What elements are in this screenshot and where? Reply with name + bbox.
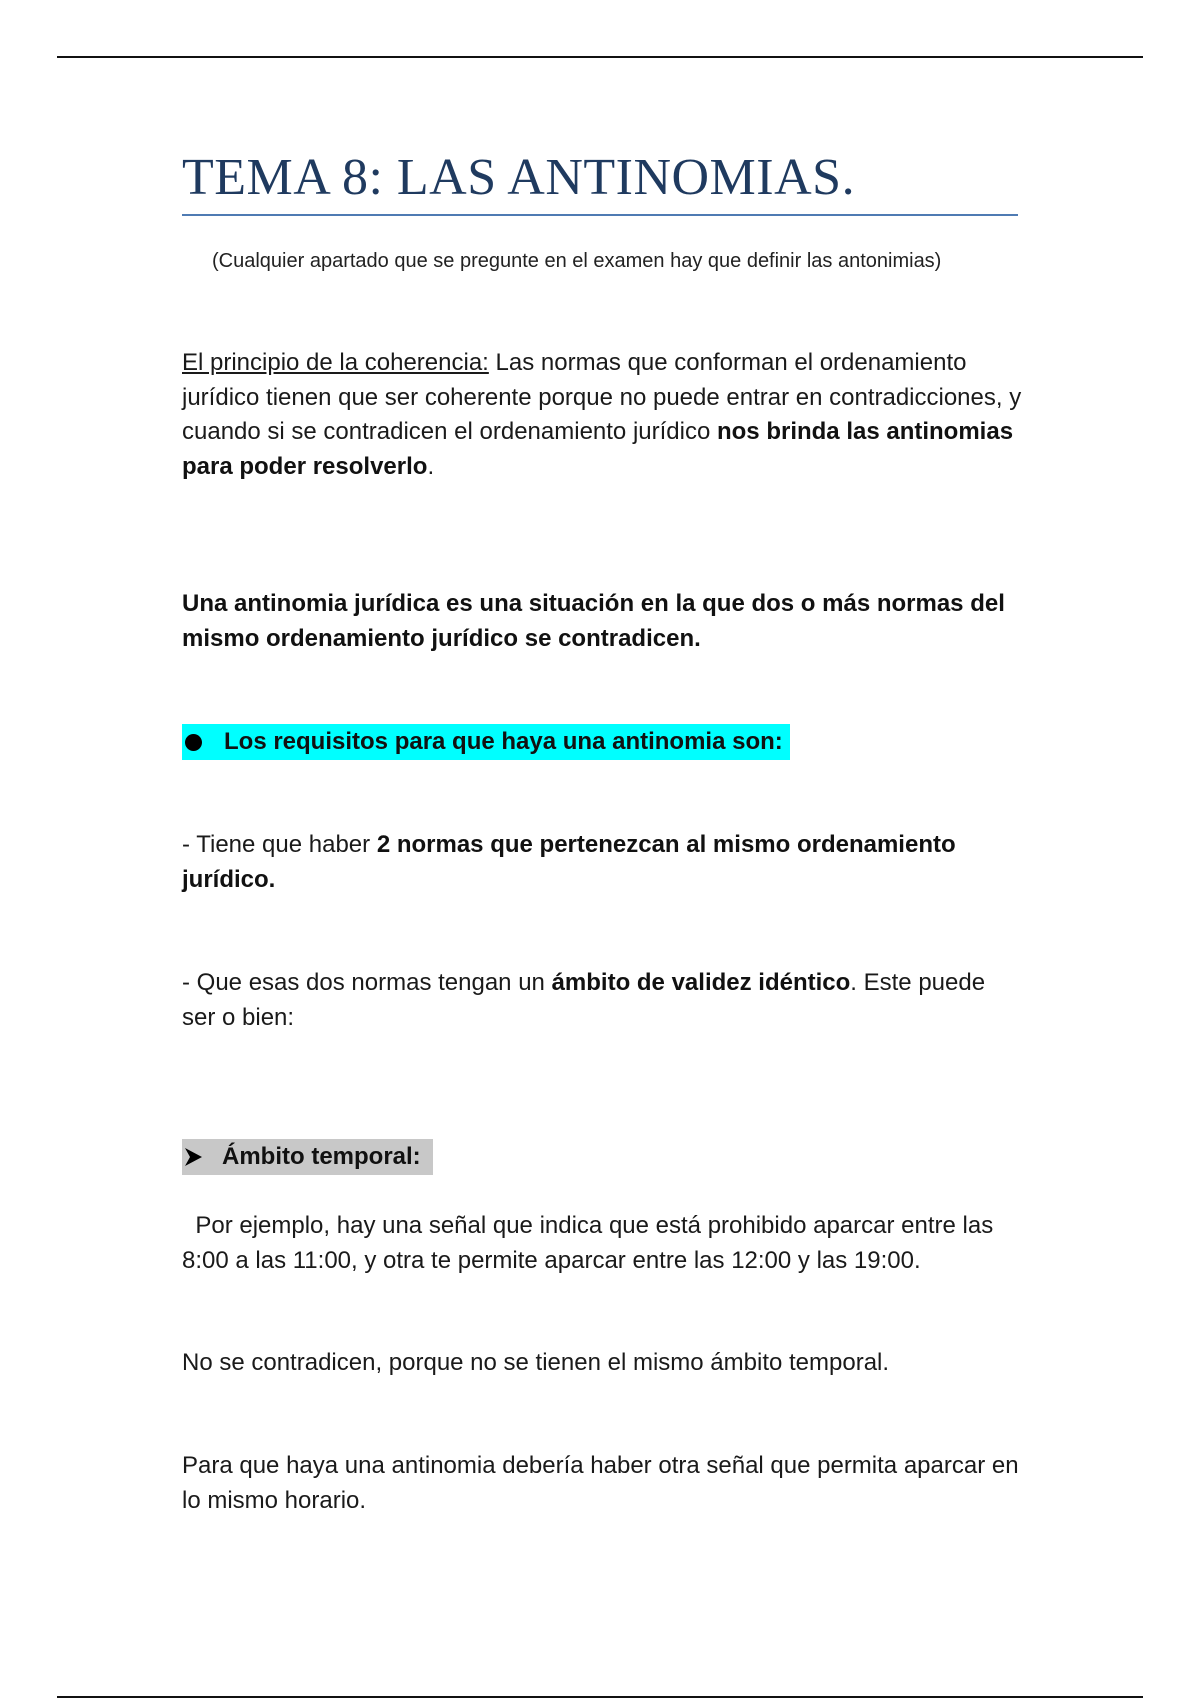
- requirement-1-prefix: - Tiene que haber: [182, 831, 377, 858]
- bottom-border-line: [57, 1696, 1143, 1698]
- subtitle-note: (Cualquier apartado que se pregunte en el examen hay que definir las antonimias): [212, 250, 942, 272]
- requirements-heading: [182, 724, 790, 760]
- ambito-temporal-heading: [182, 1139, 433, 1175]
- conclusion-paragraph: Para que haya una antinomia debería haber otra señal que permita aparcar en lo mismo horario.: [182, 1452, 1019, 1514]
- requirement-1-bold: 2 normas que pertenezcan al mismo ordenamiento jurídico.: [182, 831, 956, 893]
- requirement-2-bold: ámbito de validez idéntico: [551, 969, 851, 996]
- definition-text: Una antinomia jurídica es una situación en la que dos o más normas del mismo ordenamiento jurídico se contradicen.: [182, 590, 1005, 652]
- requirement-2-suffix: . Este puede ser o bien:: [182, 969, 986, 1031]
- no-contradiction-paragraph: No se contradicen, porque no se tienen el mismo ámbito temporal.: [182, 1349, 890, 1376]
- coherence-heading: El principio de la coherencia:: [182, 349, 489, 376]
- coherence-bold-text: nos brinda las antinomias para poder resolverlo: [182, 418, 1014, 480]
- definition-paragraph: [182, 587, 1022, 656]
- requirement-2-paragraph: [182, 966, 1022, 1035]
- page-title: TEMA 8: LAS ANTINOMIAS.: [182, 149, 856, 206]
- ambito-temporal-heading-text: Ámbito temporal:: [222, 1143, 421, 1170]
- top-border-line: [57, 56, 1143, 58]
- arrowhead-bullet-icon: [182, 1146, 222, 1168]
- coherence-text: Las normas que conforman el ordenamiento jurídico tienen que ser coherente porque no puede entrar en contradicciones, y cuando si se contradicen el ordenamiento jurídico: [182, 349, 1022, 445]
- filled-circle-bullet-icon: [185, 734, 202, 751]
- coherence-paragraph: [182, 346, 1022, 484]
- requirements-heading-text: Los requisitos para que haya una antinomia son:: [224, 728, 783, 755]
- requirement-2-prefix: - Que esas dos normas tengan un: [182, 969, 552, 996]
- example-paragraph: Por ejemplo, hay una señal que indica que está prohibido aparcar entre las 8:00 a las 11:00, y otra te permite aparcar entre las 12:00 y las 19:00.: [182, 1212, 1000, 1274]
- title-underline: [182, 214, 1018, 216]
- coherence-end: .: [427, 452, 435, 480]
- requirement-1-paragraph: [182, 828, 1022, 897]
